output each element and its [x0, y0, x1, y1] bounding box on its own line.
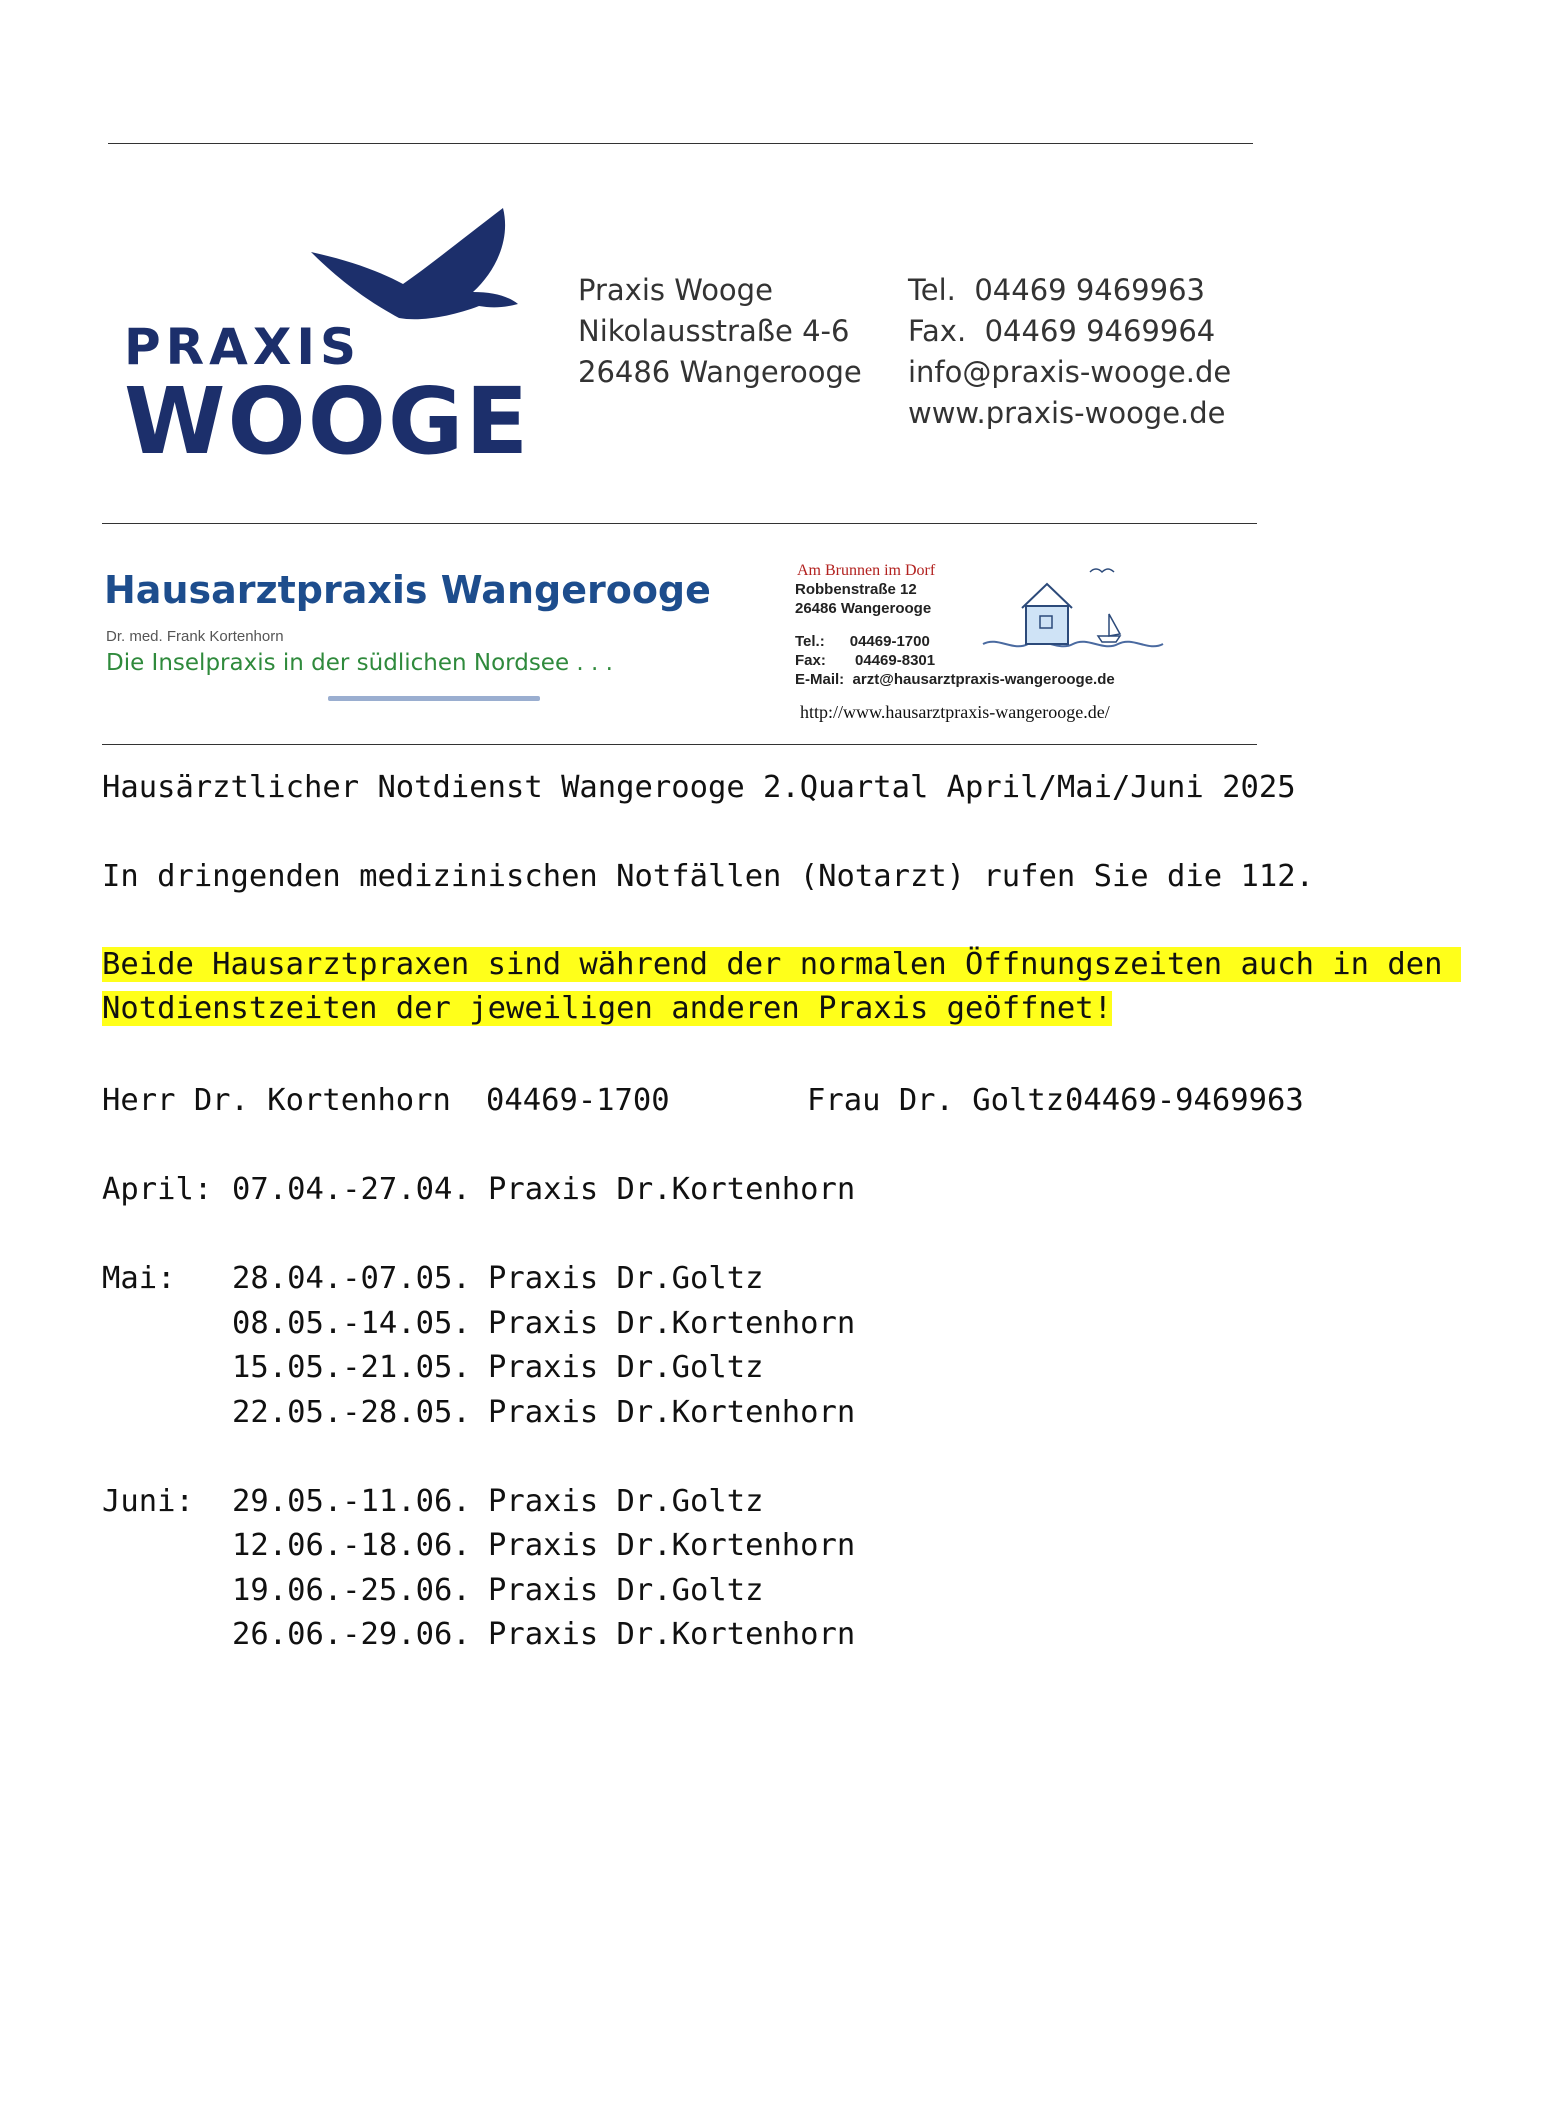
- schedule-range: 29.05.-11.06.: [232, 1484, 471, 1519]
- schedule-range: 22.05.-28.05.: [232, 1395, 471, 1430]
- schedule-praxis: Praxis Dr.Kortenhorn: [488, 1528, 856, 1563]
- wooge-address-street: Nikolausstraße 4-6: [578, 314, 850, 348]
- schedule-range: 07.04.-27.04.: [232, 1172, 471, 1207]
- wooge-tel[interactable]: 04469 9469963: [974, 273, 1205, 307]
- wooge-fax-label: Fax.: [908, 314, 967, 348]
- wooge-address-name: Praxis Wooge: [578, 273, 773, 307]
- schedule-range: 15.05.-21.05.: [232, 1350, 471, 1385]
- hausarzt-title: Hausarztpraxis Wangerooge: [104, 568, 711, 612]
- wooge-web[interactable]: www.praxis-wooge.de: [908, 396, 1226, 430]
- hausarzt-city: 26486 Wangerooge: [795, 600, 932, 617]
- doctor-2-name: Frau Dr. Goltz: [807, 1083, 1065, 1118]
- notice-heading: Hausärztlicher Notdienst Wangerooge 2.Quartal April/Mai/Juni 2025: [102, 770, 1296, 805]
- doctor-1-name: Herr Dr. Kortenhorn: [102, 1083, 451, 1118]
- logo-word-praxis: PRAXIS: [124, 318, 362, 376]
- highlight-line-2: Notdienstzeiten der jeweiligen anderen Praxis geöffnet!: [102, 991, 1112, 1026]
- schedule-praxis: Praxis Dr.Kortenhorn: [488, 1306, 856, 1341]
- schedule-praxis: Praxis Dr.Goltz: [488, 1261, 764, 1296]
- hausarzt-fax-label: Fax:: [795, 652, 826, 669]
- schedule-praxis: Praxis Dr.Kortenhorn: [488, 1172, 856, 1207]
- hausarzt-slogan: Die Inselpraxis in der südlichen Nordsee . . .: [106, 650, 613, 676]
- wooge-tel-row: [908, 270, 1231, 311]
- doctor-1-phone[interactable]: 04469-1700: [486, 1083, 670, 1118]
- schedule-range: 12.06.-18.06.: [232, 1528, 471, 1563]
- schedule-range: 26.06.-29.06.: [232, 1617, 471, 1652]
- schedule-praxis: Praxis Dr.Goltz: [488, 1350, 764, 1385]
- month-label-mai: Mai:: [102, 1261, 176, 1296]
- hausarzt-email[interactable]: arzt@hausarztpraxis-wangerooge.de: [852, 671, 1115, 688]
- wooge-contact: [908, 270, 1231, 434]
- wooge-address-city: 26486 Wangerooge: [578, 355, 862, 389]
- schedule-range: 28.04.-07.05.: [232, 1261, 471, 1296]
- schedule-praxis: Praxis Dr.Kortenhorn: [488, 1617, 856, 1652]
- lower-divider: [102, 744, 1257, 745]
- month-label-juni: Juni:: [102, 1484, 194, 1519]
- doctor-2-phone[interactable]: 04469-9469963: [1065, 1083, 1304, 1118]
- hausarzt-fax: 04469-8301: [855, 652, 936, 669]
- wooge-tel-label: Tel.: [908, 273, 956, 307]
- schedule-range: 08.05.-14.05.: [232, 1306, 471, 1341]
- hausarzt-doctor: Dr. med. Frank Kortenhorn: [106, 628, 284, 645]
- highlighted-notice: [102, 947, 1461, 1052]
- hausarzt-email-label: E-Mail:: [795, 671, 845, 688]
- hausarzt-street: Robbenstraße 12: [795, 581, 917, 598]
- schedule-praxis: Praxis Dr.Goltz: [488, 1573, 764, 1608]
- middle-divider: [102, 523, 1257, 524]
- hausarzt-url[interactable]: http://www.hausarztpraxis-wangerooge.de/: [800, 702, 1110, 722]
- hausarzt-email-row: [795, 670, 1115, 689]
- hausarzt-brunnen: Am Brunnen im Dorf: [797, 562, 936, 579]
- wooge-address: [578, 270, 862, 393]
- house-sketch-icon: [978, 566, 1168, 666]
- schedule-range: 19.06.-25.06.: [232, 1573, 471, 1608]
- hausarzt-tel-label: Tel.:: [795, 633, 825, 650]
- top-divider: [108, 143, 1253, 144]
- logo-word-wooge: WOOGE: [124, 368, 531, 475]
- schedule-praxis: Praxis Dr.Goltz: [488, 1484, 764, 1519]
- highlight-line-1: Beide Hausarztpraxen sind während der normalen Öffnungszeiten auch in den: [102, 947, 1461, 982]
- schedule-praxis: Praxis Dr.Kortenhorn: [488, 1395, 856, 1430]
- wooge-fax-row: [908, 311, 1231, 352]
- emergency-notice: In dringenden medizinischen Notfällen (Notarzt) rufen Sie die 112.: [102, 859, 1314, 894]
- wooge-logo: [108, 200, 531, 475]
- hausarzt-tel[interactable]: 04469-1700: [849, 633, 930, 650]
- wooge-email[interactable]: info@praxis-wooge.de: [908, 355, 1232, 389]
- slogan-underline: [328, 696, 540, 701]
- month-label-april: April:: [102, 1172, 213, 1207]
- wooge-fax: 04469 9469964: [984, 314, 1216, 348]
